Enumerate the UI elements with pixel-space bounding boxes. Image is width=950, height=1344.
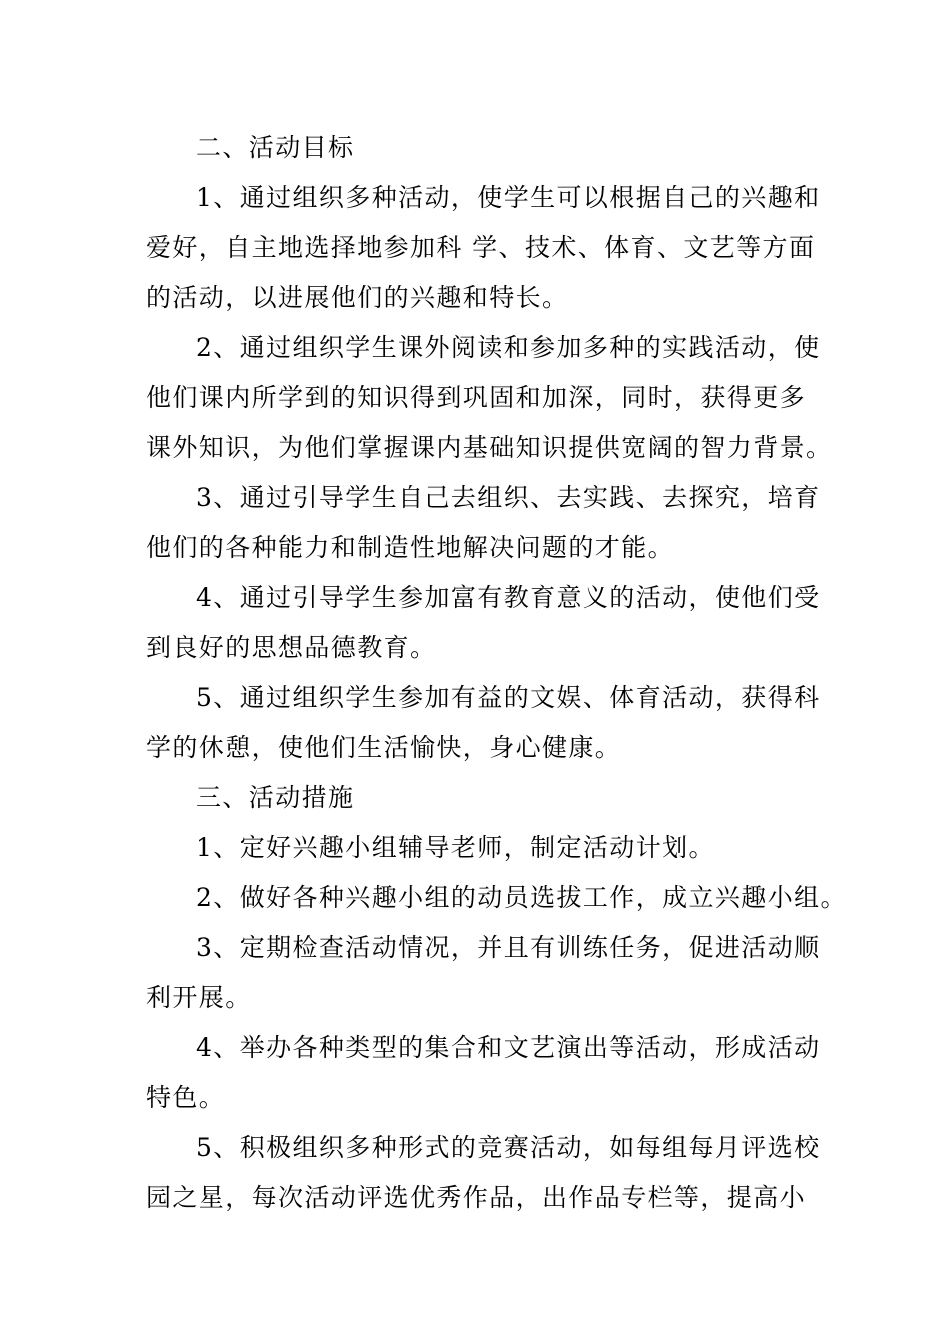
paragraph-line: 3、定期检查活动情况，并且有训练任务，促进活动顺 xyxy=(196,933,821,962)
paragraph-line: 2、通过组织学生课外阅读和参加多种的实践活动，使 xyxy=(196,333,821,362)
section-heading-goals: 二、活动目标 xyxy=(196,133,355,162)
paragraph-line: 课外知识，为他们掌握课内基础知识提供宽阔的智力背景。 xyxy=(146,433,833,462)
paragraph-line: 1、通过组织多种活动，使学生可以根据自己的兴趣和 xyxy=(196,183,821,212)
paragraph-line: 的活动，以进展他们的兴趣和特长。 xyxy=(146,283,569,312)
paragraph-line: 特色。 xyxy=(146,1083,226,1112)
paragraph-line: 园之星，每次活动评选优秀作品，出作品专栏等，提高小 xyxy=(146,1183,807,1212)
paragraph-line: 4、举办各种类型的集合和文艺演出等活动，形成活动 xyxy=(196,1033,821,1062)
paragraph-line: 爱好，自主地选择地参加科 学、技术、体育、文艺等方面 xyxy=(146,233,816,262)
paragraph-line: 利开展。 xyxy=(146,983,252,1012)
paragraph-line: 他们的各种能力和制造性地解决问题的才能。 xyxy=(146,533,675,562)
section-heading-measures: 三、活动措施 xyxy=(196,783,355,812)
paragraph-line: 他们课内所学到的知识得到巩固和加深，同时，获得更多 xyxy=(146,383,807,412)
paragraph-line: 5、通过组织学生参加有益的文娱、体育活动，获得科 xyxy=(196,683,821,712)
paragraph-line: 1、定好兴趣小组辅导老师，制定活动计划。 xyxy=(196,833,715,862)
paragraph-line: 3、通过引导学生自己去组织、去实践、去探究，培育 xyxy=(196,483,821,512)
paragraph-line: 2、做好各种兴趣小组的动员选拔工作，成立兴趣小组。 xyxy=(196,883,847,912)
paragraph-line: 4、通过引导学生参加富有教育意义的活动，使他们受 xyxy=(196,583,821,612)
paragraph-line: 到良好的思想品德教育。 xyxy=(146,633,437,662)
paragraph-line: 5、积极组织多种形式的竞赛活动，如每组每月评选校 xyxy=(196,1133,821,1162)
paragraph-line: 学的休憩，使他们生活愉快，身心健康。 xyxy=(146,733,622,762)
